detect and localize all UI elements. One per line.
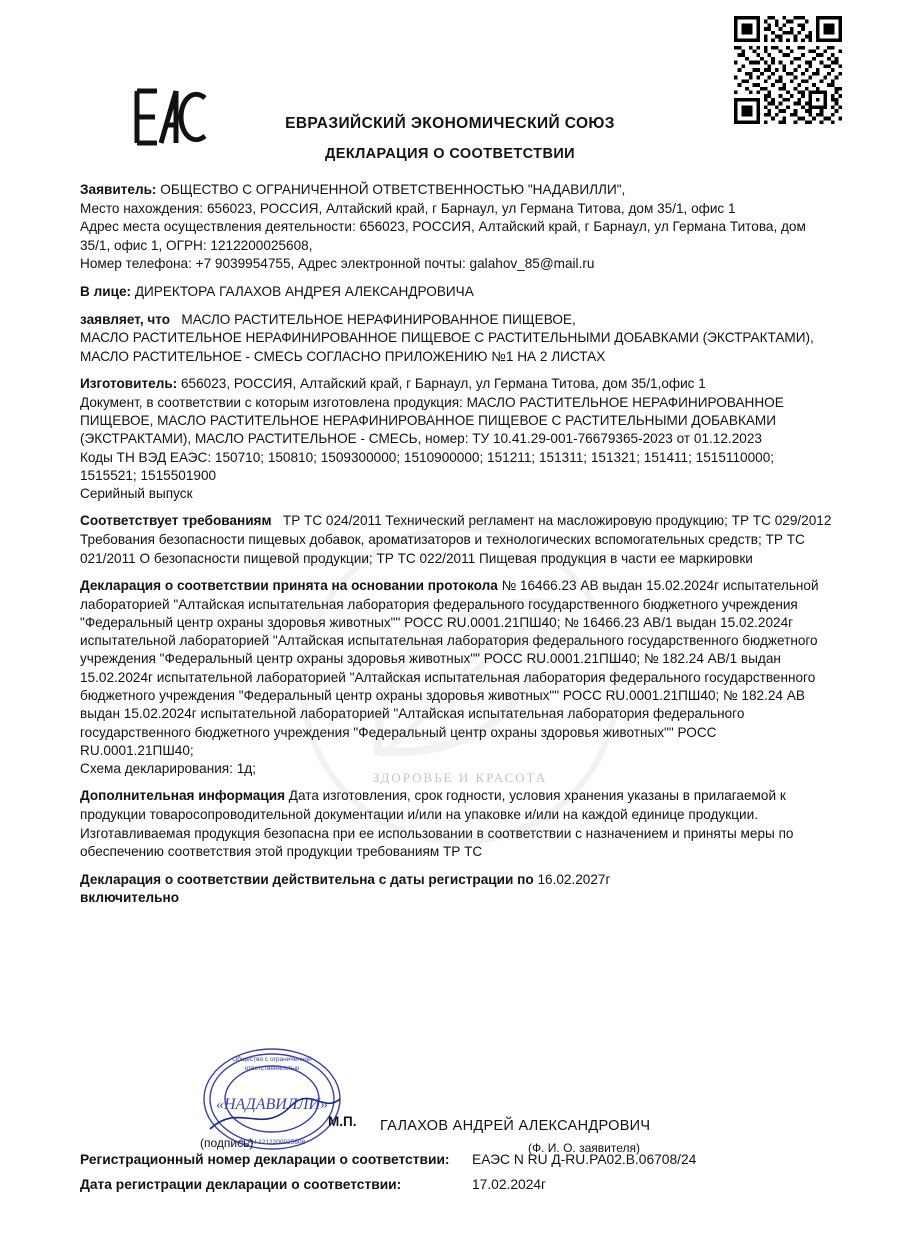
manufacturer-block <box>80 375 832 503</box>
declares-line1: МАСЛО РАСТИТЕЛЬНОЕ НЕРАФИНИРОВАННОЕ ПИЩЕВОЕ, <box>181 311 576 327</box>
stamp-label: М.П. <box>328 1114 357 1129</box>
basis-label: Декларация о соответствии принята на основании протокола <box>80 578 498 594</box>
applicant-location: Место нахождения: 656023, РОССИЯ, Алтайский край, г Барнаул, ул Германа Титова, дом 35/1, офис 1 <box>80 200 736 216</box>
document-body <box>80 181 832 917</box>
conformity-value: ТР ТС 024/2011 Технический регламент на масложировую продукцию; ТР ТС 029/2012 Требования безопасности пищевых добавок, ароматизаторов и технологических вспомогательных средств; ТР ТС 021/2011 О безопасности пищевой продукции; ТР ТС 022/2011 Пищевая продукция в части ее маркировки <box>80 513 832 566</box>
declares-block <box>80 311 832 367</box>
declares-line2: МАСЛО РАСТИТЕЛЬНОЕ НЕРАФИНИРОВАННОЕ ПИЩЕВОЕ С РАСТИТЕЛЬНЫМИ ДОБАВКАМИ (ЭКСТРАКТАМИ), МАСЛО РАСТИТЕЛЬНОЕ - СМЕСЬ СОГЛАСНО ПРИЛОЖЕНИЮ №1 НА 2 ЛИСТАХ <box>80 330 814 364</box>
validity-block <box>80 871 832 908</box>
validity-label-end: включительно <box>80 890 180 906</box>
conformity-block <box>80 512 832 568</box>
applicant-label: Заявитель: <box>80 182 157 197</box>
registration-number-label: Регистрационный номер декларации о соответствии: <box>80 1152 450 1167</box>
manufacturer-label: Изготовитель: <box>80 376 178 392</box>
validity-label: Декларация о соответствии действительна с даты регистрации по <box>80 871 534 887</box>
registration-date-value: 17.02.2024г <box>472 1177 547 1192</box>
representative-block <box>80 283 832 302</box>
svg-text:Общество с ограниченной: Общество с ограниченной <box>232 1056 312 1063</box>
registration-number-value: ЕАЭС N RU Д-RU.РА02.В.06708/24 <box>472 1152 697 1167</box>
svg-text:«НАДАВИЛЛИ»: «НАДАВИЛЛИ» <box>215 1096 329 1113</box>
additional-info-value: Дата изготовления, срок годности, условия хранения указаны в прилагаемой к продукции товаросопроводительной документации и/или на упаковке и/или на каждой единице продукции. Изготавливаемая продукция безопасна при ее использовании в соответствии с назначением и приняты меры по обеспечению соответствия этой продукции требованиям ТР ТС <box>80 788 794 860</box>
svg-text:ОГРН 1212200025608: ОГРН 1212200025608 <box>238 1139 306 1146</box>
additional-info-label: Дополнительная информация <box>80 788 286 804</box>
registration-date-row <box>80 1177 832 1192</box>
basis-block <box>80 577 832 778</box>
watermark-text: ЗДОРОВЬЕ И КРАСОТА <box>372 770 548 785</box>
union-title: ЕВРАЗИЙСКИЙ ЭКОНОМИЧЕСКИЙ СОЮЗ <box>285 115 615 132</box>
applicant-contacts: Номер телефона: +7 9039954755, Адрес электронной почты: galahov_85@mail.ru <box>80 256 595 272</box>
registration-date-label: Дата регистрации декларации о соответствии: <box>80 1177 402 1192</box>
signer-name-caption: (Ф. И. О. заявителя) <box>528 1141 640 1155</box>
svg-text:ответственностью: ответственностью <box>244 1065 300 1072</box>
registration-number-row <box>80 1152 832 1167</box>
manufacturer-codes: Коды ТН ВЭД ЕАЭС: 150710; 150810; 1509300000; 1510900000; 151211; 151311; 151321; 151411; 1515110000; 1515521; 1515501900 <box>80 449 775 483</box>
page-title: ДЕКЛАРАЦИЯ О СООТВЕТСТВИИ <box>325 146 575 162</box>
representative-value: ДИРЕКТОРА ГАЛАХОВ АНДРЕЯ АЛЕКСАНДРОВИЧА <box>134 283 474 299</box>
applicant-block <box>80 181 832 274</box>
registration-block <box>80 1152 832 1202</box>
signer-name: ГАЛАХОВ АНДРЕЙ АЛЕКСАНДРОВИЧ <box>380 1118 651 1134</box>
manufacturer-value: 656023, РОССИЯ, Алтайский край, г Барнаул, ул Германа Титова, дом 35/1,офис 1 <box>181 376 706 392</box>
basis-value: № 16466.23 АВ выдан 15.02.2024г испытательной лабораторией "Алтайская испытательная лаборатория федерального государственного бюджетного учреждения "Федеральный центр охраны здоровья животных"" РОСС RU.0001.21ПШ40; № 16466.23 АВ/1 выдан 15.02.2024г испытательной лабораторией "Алтайская испытательная лаборатория федерального государственного бюджетного учреждения "Федеральный центр охраны здоровья животных"" РОСС RU.0001.21ПШ40; № 182.24 АВ/1 выдан 15.02.2024г испытательной лабораторией "Алтайская испытательная лаборатория федерального государственного бюджетного учреждения "Федеральный центр охраны здоровья животных"" РОСС RU.0001.21ПШ40; № 182.24 АВ выдан 15.02.2024г испытательной лабораторией "Алтайская испытательная лаборатория федерального государственного бюджетного учреждения "Федеральный центр охраны здоровья животных"" РОСС RU.0001.21ПШ40; <box>80 578 819 758</box>
signature-caption: (подпись) <box>200 1136 254 1150</box>
declaration-scheme: Схема декларирования: 1д; <box>80 761 256 777</box>
document-header <box>0 115 900 162</box>
applicant-name: ОБЩЕСТВО С ОГРАНИЧЕННОЙ ОТВЕТСТВЕННОСТЬЮ "НАДАВИЛЛИ", <box>160 182 626 197</box>
applicant-activity-address: Адрес места осуществления деятельности: 656023, РОССИЯ, Алтайский край, г Барнаул, ул Германа Титова, дом 35/1, офис 1, ОГРН: 1212200025608, <box>80 219 806 253</box>
qr-code <box>734 16 842 124</box>
declares-label: заявляет, что <box>80 311 171 327</box>
conformity-label: Соответствует требованиям <box>80 513 272 529</box>
additional-info-block <box>80 787 832 861</box>
representative-label: В лице: <box>80 283 132 299</box>
manufacturer-serial: Серийный выпуск <box>80 486 193 502</box>
validity-date: 16.02.2027г <box>537 871 611 887</box>
manufacturer-document: Документ, в соответствии с которым изготовлена продукция: МАСЛО РАСТИТЕЛЬНОЕ НЕРАФИНИРОВАННОЕ ПИЩЕВОЕ, МАСЛО РАСТИТЕЛЬНОЕ НЕРАФИНИРОВАННОЕ ПИЩЕВОЕ С РАСТИТЕЛЬНЫМИ ДОБАВКАМИ (ЭКСТРАКТАМИ), МАСЛО РАСТИТЕЛЬНОЕ - СМЕСЬ, номер: ТУ 10.41.29-001-76679365-2023 от 01.12.2023 <box>80 394 784 447</box>
